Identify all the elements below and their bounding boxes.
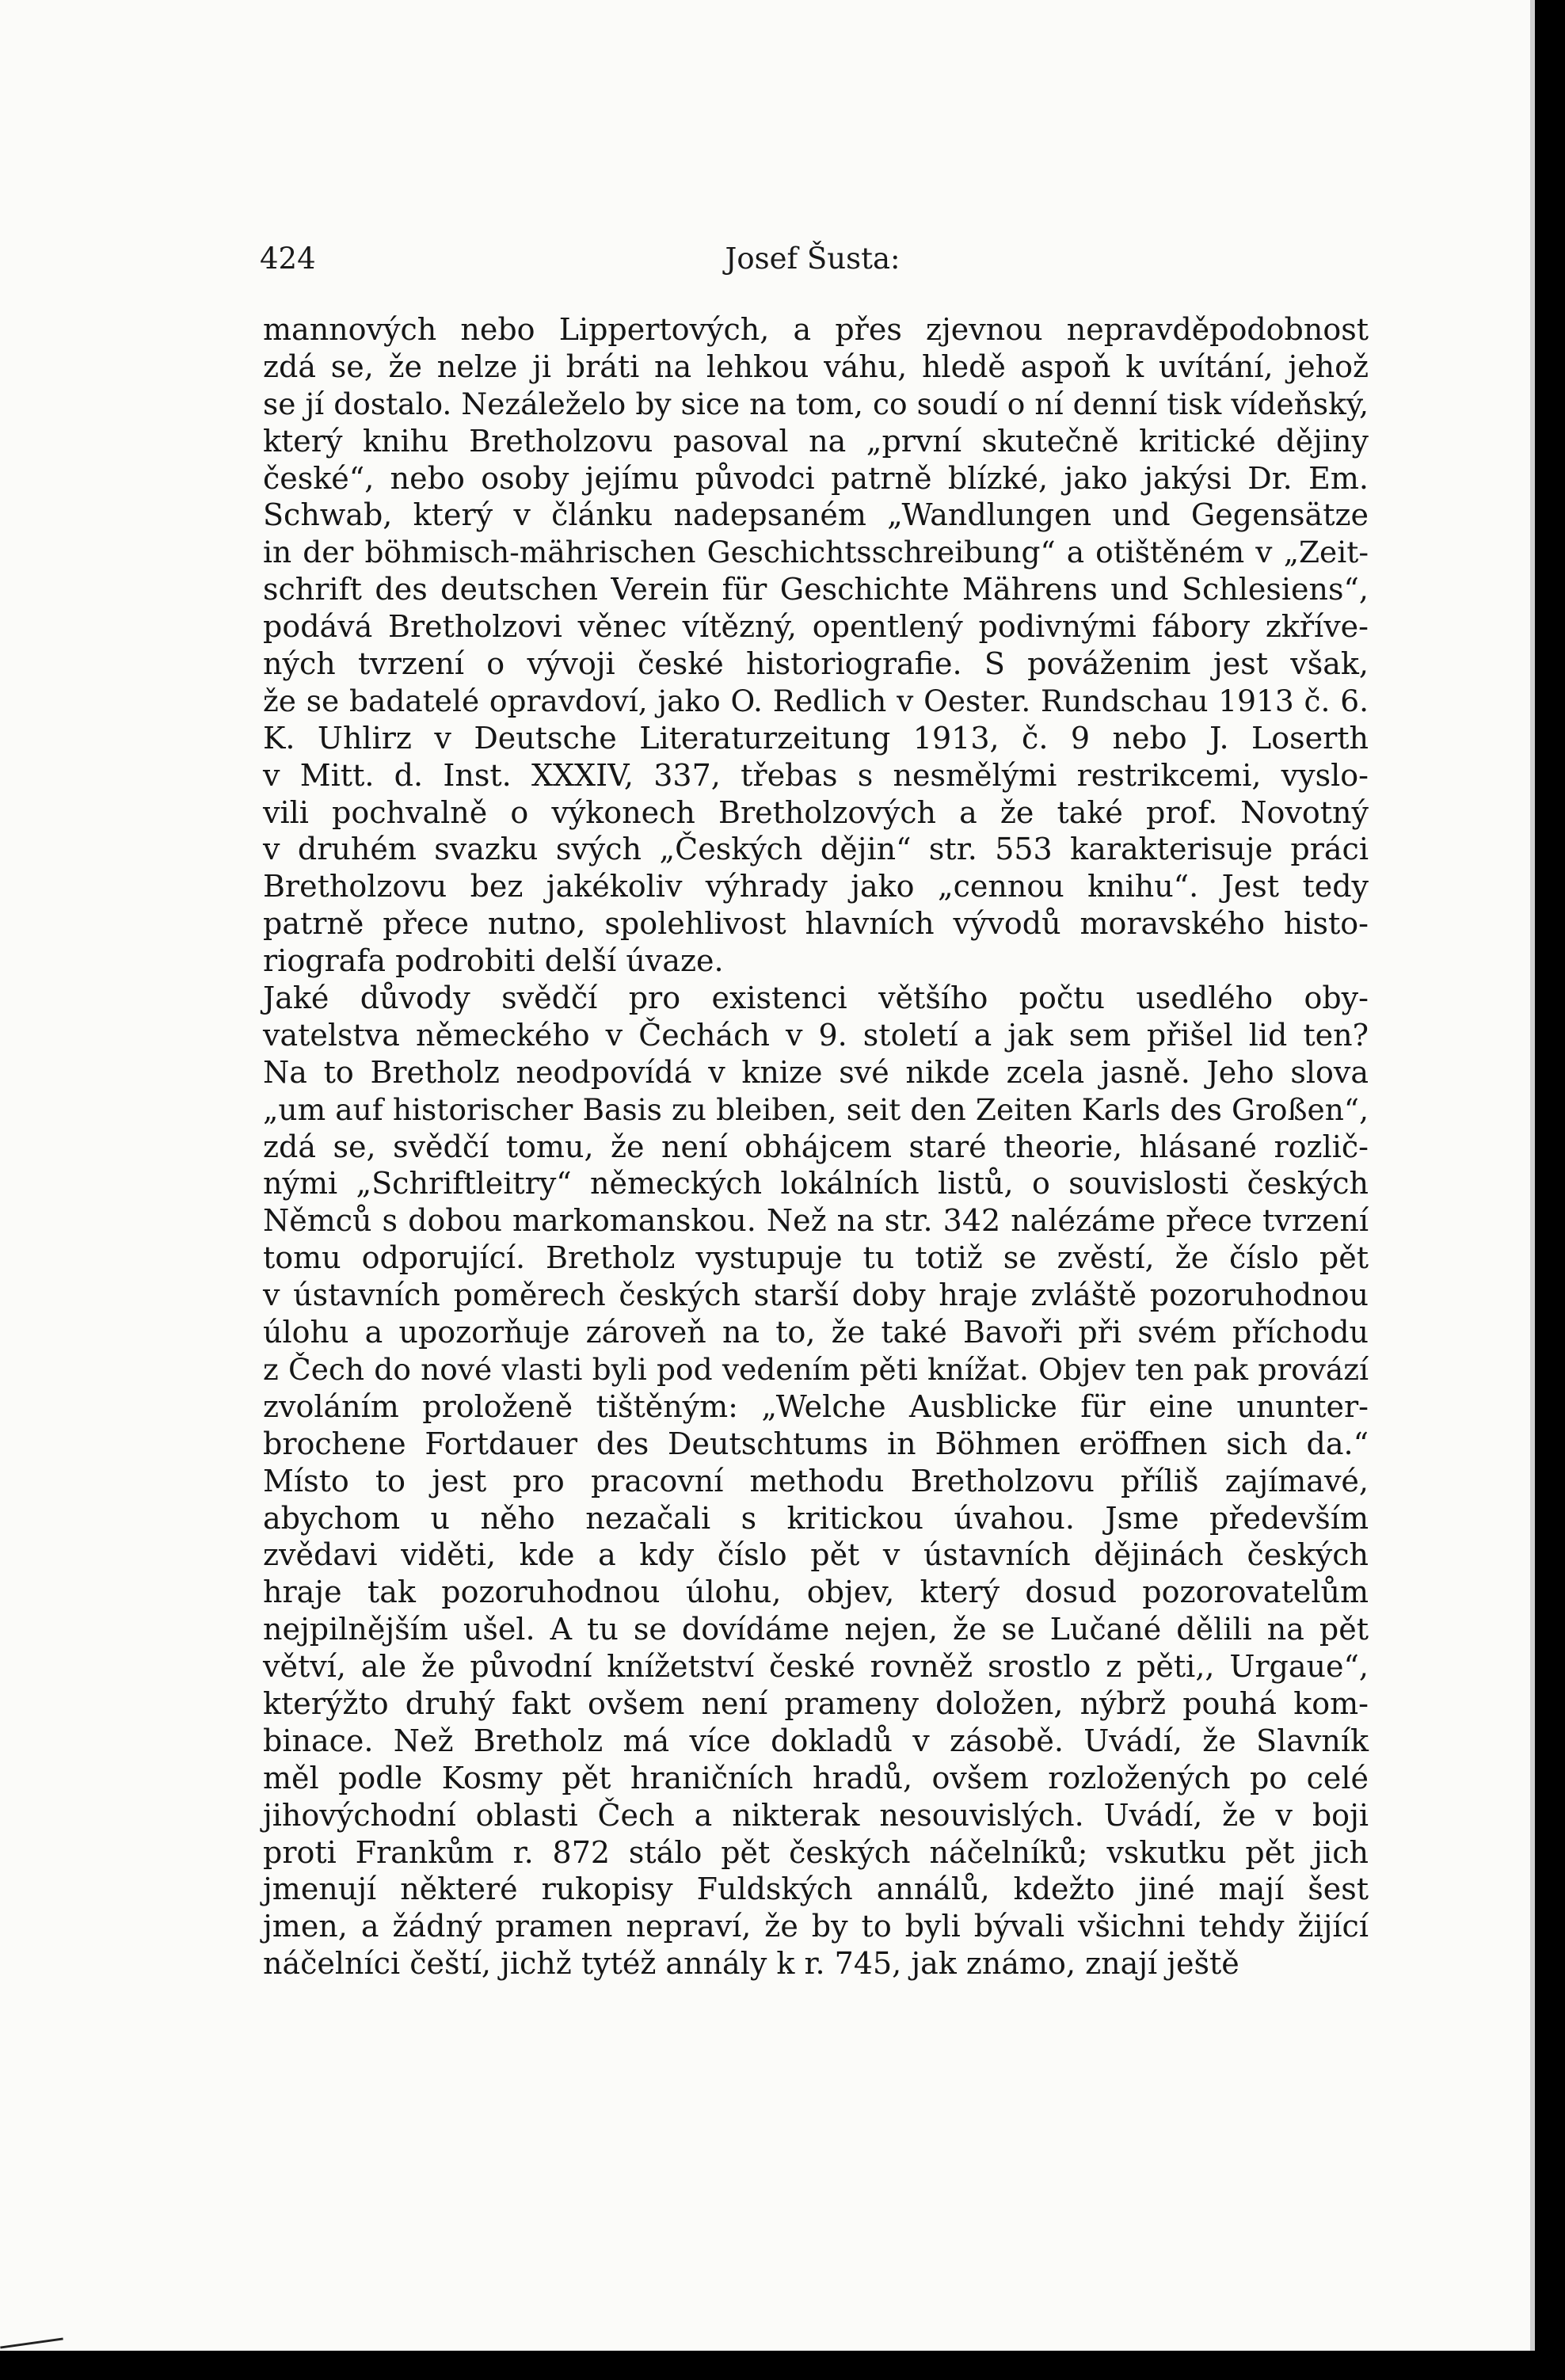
text-line: se jí dostalo. Nezáleželo by sice na tom, co soudí o ní denní tisk vídeňský, bbox=[263, 386, 1369, 421]
text-line: in der böhmisch-mährischen Geschichtsschreibung“ a otištěném v „Zeit- bbox=[263, 535, 1369, 570]
text-line: Schwab, který v článku nadepsaném „Wandlungen und Gegensätze bbox=[263, 497, 1369, 533]
text-line: z Čech do nové vlasti byli pod vedením pěti knížat. Objev ten pak provází bbox=[263, 1351, 1369, 1387]
text-line: ných tvrzení o vývoji české historiografie. S pováženim jest však, bbox=[263, 646, 1369, 682]
text-line: zvoláním proloženě tištěným: „Welche Ausblicke für eine ununter- bbox=[263, 1388, 1369, 1424]
text-line: úlohu a upozorňuje zároveň na to, že také Bavoři při svém příchodu bbox=[263, 1315, 1369, 1350]
text-line: jmenují některé rukopisy Fuldských annálů, kdežto jiné mají šest bbox=[263, 1872, 1369, 1907]
text-line: měl podle Kosmy pět hraničních hradů, ovšem rozložených po celé bbox=[263, 1760, 1369, 1795]
text-line: hraje tak pozoruhodnou úlohu, objev, který dosud pozorovatelům bbox=[263, 1575, 1369, 1610]
text-line: zdá se, svědčí tomu, že není obhájcem staré theorie, hlásané rozlič- bbox=[263, 1129, 1369, 1164]
text-line: binace. Než Bretholz má více dokladů v zásobě. Uvádí, že Slavník bbox=[263, 1723, 1369, 1758]
paragraph bbox=[263, 311, 1369, 980]
body-text bbox=[263, 311, 1369, 1982]
running-head: Josef Šusta: bbox=[725, 242, 901, 276]
text-line: Místo to jest pro pracovní methodu Bretholzovu příliš zajímavé, bbox=[263, 1463, 1369, 1498]
text-line: riografa podrobiti delší úvaze. bbox=[263, 943, 724, 979]
text-line: zdá se, že nelze ji bráti na lehkou váhu, hledě aspoň k uvítání, jehož bbox=[263, 348, 1369, 384]
text-line: proti Frankům r. 872 stálo pět českých náčelníků; vskutku pět jich bbox=[263, 1834, 1369, 1870]
text-line: který knihu Bretholzovu pasoval na „první skutečně kritické dějiny bbox=[263, 423, 1369, 459]
text-line: brochene Fortdauer des Deutschtums in Böhmen eröffnen sich da.“ bbox=[263, 1426, 1369, 1461]
text-line: zvědavi viděti, kde a kdy číslo pět v ústavních dějinách českých bbox=[263, 1537, 1369, 1573]
text-line: náčelníci čeští, jichž tytéž annály k r. 745, jak známo, znají ještě bbox=[263, 1946, 1239, 1982]
text-line: podává Bretholzovi věnec vítězný, opentlený podivnými fábory zkříve- bbox=[263, 609, 1369, 645]
text-line: Jaké důvody svědčí pro existenci většího počtu usedlého oby- bbox=[263, 981, 1369, 1016]
text-line: v ústavních poměrech českých starší doby hraje zvláště pozoruhodnou bbox=[263, 1278, 1369, 1313]
text-line: K. Uhlirz v Deutsche Literaturzeitung 1913, č. 9 nebo J. Loserth bbox=[263, 720, 1369, 756]
text-line: Bretholzovu bez jakékoliv výhrady jako „cennou knihu“. Jest tedy bbox=[263, 869, 1369, 904]
paragraph bbox=[263, 980, 1369, 1982]
text-line: patrně přece nutno, spolehlivost hlavních vývodů moravského histo- bbox=[263, 906, 1369, 942]
text-line: nejpilnějším ušel. A tu se dovídáme nejen, že se Lučané dělili na pět bbox=[263, 1612, 1369, 1647]
page-number: 424 bbox=[260, 242, 316, 276]
corner-fold-mark bbox=[0, 2319, 71, 2351]
text-line: vatelstva německého v Čechách v 9. století a jak sem přišel lid ten? bbox=[263, 1017, 1369, 1053]
text-line: nými „Schriftleitry“ německých lokálních listů, o souvislosti českých bbox=[263, 1166, 1369, 1201]
text-line: Na to Bretholz neodpovídá v knize své nikde zcela jasně. Jeho slova bbox=[263, 1054, 1369, 1090]
text-line: že se badatelé opravdoví, jako O. Redlich v Oester. Rundschau 1913 č. 6. bbox=[263, 683, 1369, 718]
text-line: kterýžto druhý fakt ovšem není prameny doložen, nýbrž pouhá kom- bbox=[263, 1685, 1369, 1721]
text-line: v Mitt. d. Inst. XXXIV, 337, třebas s nesmělými restrikcemi, vyslo- bbox=[263, 757, 1369, 793]
text-line: jmen, a žádný pramen nepraví, že by to byli bývali všichni tehdy žijící bbox=[263, 1909, 1369, 1944]
page-header bbox=[260, 242, 1365, 281]
text-line: větví, ale že původní knížetství české rovněž srostlo z pěti,, Urgaue“, bbox=[263, 1649, 1369, 1685]
text-line: v druhém svazku svých „Českých dějin“ str. 553 karakterisuje práci bbox=[263, 832, 1369, 867]
text-line: vili pochvalně o výkonech Bretholzových a že také prof. Novotný bbox=[263, 794, 1369, 830]
text-line: Němců s dobou markomanskou. Než na str. 342 nalézáme přece tvrzení bbox=[263, 1203, 1369, 1239]
text-line: abychom u něho nezačali s kritickou úvahou. Jsme především bbox=[263, 1500, 1369, 1536]
text-line: „um auf historischer Basis zu bleiben, seit den Zeiten Karls des Großen“, bbox=[263, 1091, 1369, 1127]
text-line: jihovýchodní oblasti Čech a nikterak nesouvislých. Uvádí, že v boji bbox=[263, 1797, 1369, 1833]
text-line: schrift des deutschen Verein für Geschichte Mährens und Schlesiens“, bbox=[263, 572, 1369, 607]
text-line: tomu odporující. Bretholz vystupuje tu totiž se zvěstí, že číslo pět bbox=[263, 1240, 1369, 1276]
text-line: české“, nebo osoby jejímu původci patrně blízké, jako jakýsi Dr. Em. bbox=[263, 460, 1369, 496]
text-line: mannových nebo Lippertových, a přes zjevnou nepravděpodobnost bbox=[263, 312, 1369, 347]
